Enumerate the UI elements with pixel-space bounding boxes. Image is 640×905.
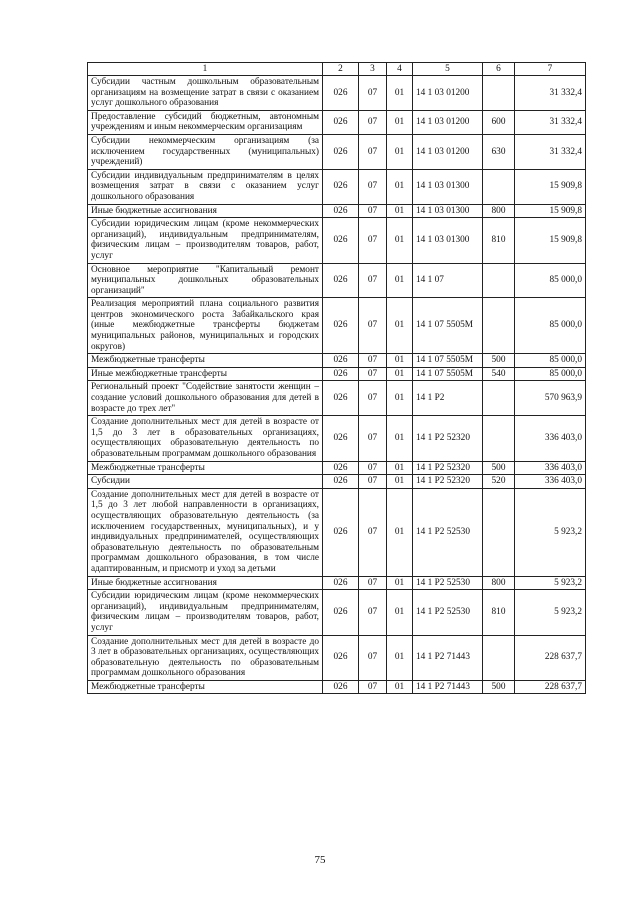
table-header-row (88, 63, 586, 76)
amount-cell: 570 963,9 (515, 381, 586, 416)
table-row (88, 298, 586, 354)
table-row (88, 134, 586, 169)
table-row (88, 76, 586, 111)
table-row (88, 354, 586, 368)
amount-cell: 85 000,0 (515, 354, 586, 368)
ministry-code-cell: 026 (323, 263, 359, 298)
expense-type-cell: 500 (483, 354, 515, 368)
header-cell: 7 (515, 63, 586, 76)
subsection-code-cell: 01 (387, 475, 413, 489)
expense-type-cell (483, 76, 515, 111)
expense-type-cell (483, 298, 515, 354)
target-article-cell: 14 1 P2 52530 (413, 488, 483, 576)
amount-cell: 31 332,4 (515, 134, 586, 169)
table-row (88, 576, 586, 590)
target-article-cell: 14 1 07 5505M (413, 367, 483, 381)
expense-type-cell: 540 (483, 367, 515, 381)
section-code-cell: 07 (359, 576, 387, 590)
target-article-cell: 14 1 03 01300 (413, 218, 483, 263)
section-code-cell: 07 (359, 590, 387, 635)
ministry-code-cell: 026 (323, 488, 359, 576)
section-code-cell: 07 (359, 381, 387, 416)
table-row (88, 475, 586, 489)
row-name-cell: Создание дополнительных мест для детей в возрасте от 1,5 до 3 лет любой направленности в организациях, осуществляющих образовательную деятельность (за исключением государственных, муниципальных), и у индивидуальных предпринимателей, осуществляющих образовательную деятельность по образовательным программам дошкольного образования, в том числе адаптированным, и присмотр и уход за детьми (88, 488, 323, 576)
table-row (88, 218, 586, 263)
target-article-cell: 14 1 P2 (413, 381, 483, 416)
header-cell: 3 (359, 63, 387, 76)
section-code-cell: 07 (359, 680, 387, 694)
ministry-code-cell: 026 (323, 367, 359, 381)
subsection-code-cell: 01 (387, 381, 413, 416)
table-row (88, 590, 586, 635)
target-article-cell: 14 1 03 01200 (413, 134, 483, 169)
target-article-cell: 14 1 03 01200 (413, 76, 483, 111)
section-code-cell: 07 (359, 298, 387, 354)
subsection-code-cell: 01 (387, 488, 413, 576)
amount-cell: 228 637,7 (515, 635, 586, 680)
expense-type-cell: 500 (483, 461, 515, 475)
table-row (88, 680, 586, 694)
target-article-cell: 14 1 03 01200 (413, 110, 483, 134)
header-cell: 4 (387, 63, 413, 76)
row-name-cell: Создание дополнительных мест для детей в возрасте от 1,5 до 3 лет в образовательных организациях, осуществляющих образовательную деятельность по образовательным программам дошкольного образования (88, 416, 323, 461)
amount-cell: 336 403,0 (515, 475, 586, 489)
amount-cell: 5 923,2 (515, 590, 586, 635)
table-row (88, 635, 586, 680)
ministry-code-cell: 026 (323, 110, 359, 134)
amount-cell: 85 000,0 (515, 367, 586, 381)
ministry-code-cell: 026 (323, 576, 359, 590)
amount-cell: 15 909,8 (515, 204, 586, 218)
subsection-code-cell: 01 (387, 590, 413, 635)
ministry-code-cell: 026 (323, 635, 359, 680)
row-name-cell: Предоставление субсидий бюджетным, автономным учреждениям и иным некоммерческим организациям (88, 110, 323, 134)
ministry-code-cell: 026 (323, 590, 359, 635)
expense-type-cell: 810 (483, 218, 515, 263)
amount-cell: 336 403,0 (515, 461, 586, 475)
page-number: 75 (314, 854, 326, 866)
amount-cell: 15 909,8 (515, 169, 586, 204)
amount-cell: 31 332,4 (515, 76, 586, 111)
target-article-cell: 14 1 P2 71443 (413, 635, 483, 680)
subsection-code-cell: 01 (387, 461, 413, 475)
subsection-code-cell: 01 (387, 367, 413, 381)
target-article-cell: 14 1 07 5505M (413, 298, 483, 354)
row-name-cell: Субсидии юридическим лицам (кроме некоммерческих организаций), индивидуальным предпринимателям, физическим лицам – производителям товаров, работ, услуг (88, 590, 323, 635)
subsection-code-cell: 01 (387, 134, 413, 169)
expense-type-cell (483, 381, 515, 416)
row-name-cell: Региональный проект "Содействие занятости женщин – создание условий дошкольного образования для детей в возрасте до трех лет" (88, 381, 323, 416)
expense-type-cell (483, 635, 515, 680)
section-code-cell: 07 (359, 263, 387, 298)
target-article-cell: 14 1 P2 52530 (413, 576, 483, 590)
section-code-cell: 07 (359, 204, 387, 218)
header-cell: 5 (413, 63, 483, 76)
section-code-cell: 07 (359, 134, 387, 169)
ministry-code-cell: 026 (323, 354, 359, 368)
ministry-code-cell: 026 (323, 298, 359, 354)
row-name-cell: Межбюджетные трансферты (88, 461, 323, 475)
table-row (88, 416, 586, 461)
amount-cell: 336 403,0 (515, 416, 586, 461)
expense-type-cell (483, 263, 515, 298)
expense-type-cell: 600 (483, 110, 515, 134)
subsection-code-cell: 01 (387, 576, 413, 590)
expense-type-cell: 810 (483, 590, 515, 635)
section-code-cell: 07 (359, 635, 387, 680)
header-cell: 6 (483, 63, 515, 76)
section-code-cell: 07 (359, 110, 387, 134)
amount-cell: 5 923,2 (515, 576, 586, 590)
table-row (88, 110, 586, 134)
section-code-cell: 07 (359, 367, 387, 381)
expense-type-cell: 520 (483, 475, 515, 489)
target-article-cell: 14 1 07 5505M (413, 354, 483, 368)
subsection-code-cell: 01 (387, 680, 413, 694)
target-article-cell: 14 1 P2 52320 (413, 461, 483, 475)
target-article-cell: 14 1 P2 52320 (413, 475, 483, 489)
section-code-cell: 07 (359, 461, 387, 475)
subsection-code-cell: 01 (387, 416, 413, 461)
target-article-cell: 14 1 03 01300 (413, 169, 483, 204)
row-name-cell: Субсидии (88, 475, 323, 489)
ministry-code-cell: 026 (323, 169, 359, 204)
table-row (88, 381, 586, 416)
section-code-cell: 07 (359, 218, 387, 263)
table-row (88, 461, 586, 475)
section-code-cell: 07 (359, 169, 387, 204)
amount-cell: 228 637,7 (515, 680, 586, 694)
ministry-code-cell: 026 (323, 134, 359, 169)
subsection-code-cell: 01 (387, 76, 413, 111)
amount-cell: 85 000,0 (515, 263, 586, 298)
amount-cell: 5 923,2 (515, 488, 586, 576)
row-name-cell: Субсидии некоммерческим организациям (за исключением государственных (муниципальных) учреждений) (88, 134, 323, 169)
expense-type-cell (483, 169, 515, 204)
subsection-code-cell: 01 (387, 218, 413, 263)
amount-cell: 31 332,4 (515, 110, 586, 134)
subsection-code-cell: 01 (387, 298, 413, 354)
row-name-cell: Межбюджетные трансферты (88, 354, 323, 368)
target-article-cell: 14 1 P2 52530 (413, 590, 483, 635)
row-name-cell: Создание дополнительных мест для детей в возрасте до 3 лет в образовательных организациях, осуществляющих образовательную деятельность по образовательным программам дошкольного образования (88, 635, 323, 680)
table-row (88, 263, 586, 298)
ministry-code-cell: 026 (323, 680, 359, 694)
amount-cell: 85 000,0 (515, 298, 586, 354)
table-row (88, 367, 586, 381)
target-article-cell: 14 1 P2 71443 (413, 680, 483, 694)
section-code-cell: 07 (359, 76, 387, 111)
subsection-code-cell: 01 (387, 204, 413, 218)
expense-type-cell: 500 (483, 680, 515, 694)
ministry-code-cell: 026 (323, 76, 359, 111)
header-cell: 1 (88, 63, 323, 76)
expense-type-cell: 630 (483, 134, 515, 169)
expense-type-cell (483, 416, 515, 461)
ministry-code-cell: 026 (323, 416, 359, 461)
row-name-cell: Иные бюджетные ассигнования (88, 576, 323, 590)
target-article-cell: 14 1 03 01300 (413, 204, 483, 218)
expense-type-cell (483, 488, 515, 576)
row-name-cell: Иные бюджетные ассигнования (88, 204, 323, 218)
expense-type-cell: 800 (483, 204, 515, 218)
table-row (88, 488, 586, 576)
table-row (88, 204, 586, 218)
section-code-cell: 07 (359, 416, 387, 461)
table-row (88, 169, 586, 204)
expense-type-cell: 800 (483, 576, 515, 590)
subsection-code-cell: 01 (387, 635, 413, 680)
ministry-code-cell: 026 (323, 475, 359, 489)
ministry-code-cell: 026 (323, 204, 359, 218)
subsection-code-cell: 01 (387, 354, 413, 368)
row-name-cell: Межбюджетные трансферты (88, 680, 323, 694)
budget-table (87, 62, 586, 694)
ministry-code-cell: 026 (323, 218, 359, 263)
subsection-code-cell: 01 (387, 169, 413, 204)
section-code-cell: 07 (359, 488, 387, 576)
amount-cell: 15 909,8 (515, 218, 586, 263)
row-name-cell: Субсидии частным дошкольным образовательным организациям на возмещение затрат в связи с оказанием услуг дошкольного образования (88, 76, 323, 111)
header-cell: 2 (323, 63, 359, 76)
row-name-cell: Реализация мероприятий плана социального развития центров экономического роста Забайкальского края (иные межбюджетные трансферты бюджетам муниципальных районов, муниципальных и городских округов) (88, 298, 323, 354)
ministry-code-cell: 026 (323, 381, 359, 416)
subsection-code-cell: 01 (387, 263, 413, 298)
target-article-cell: 14 1 07 (413, 263, 483, 298)
section-code-cell: 07 (359, 354, 387, 368)
section-code-cell: 07 (359, 475, 387, 489)
row-name-cell: Субсидии юридическим лицам (кроме некоммерческих организаций), индивидуальным предпринимателям, физическим лицам – производителям товаров, работ, услуг (88, 218, 323, 263)
row-name-cell: Субсидии индивидуальным предпринимателям в целях возмещения затрат в связи с оказанием услуг дошкольного образования (88, 169, 323, 204)
row-name-cell: Основное мероприятие "Капитальный ремонт муниципальных дошкольных образовательных организаций" (88, 263, 323, 298)
ministry-code-cell: 026 (323, 461, 359, 475)
subsection-code-cell: 01 (387, 110, 413, 134)
row-name-cell: Иные межбюджетные трансферты (88, 367, 323, 381)
target-article-cell: 14 1 P2 52320 (413, 416, 483, 461)
